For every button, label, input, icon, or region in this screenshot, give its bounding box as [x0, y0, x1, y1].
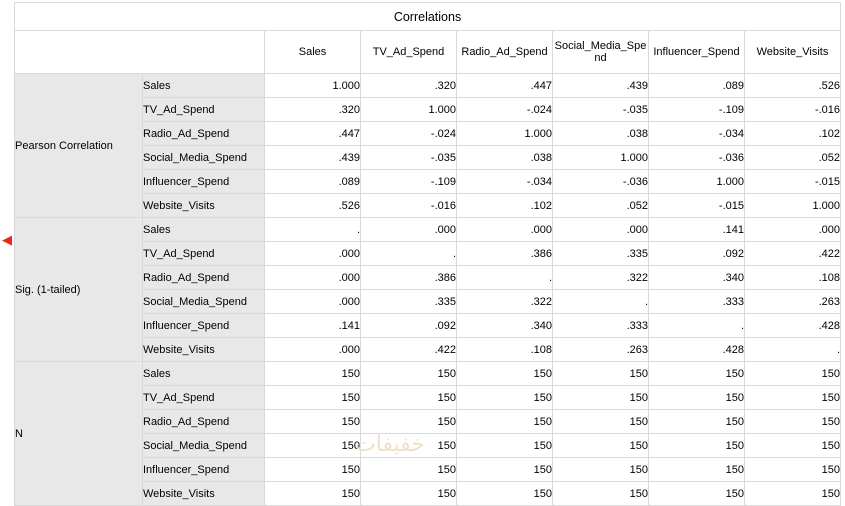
- left-selection-arrow-icon: ◀: [2, 231, 12, 247]
- table-cell-value: -.015: [649, 194, 745, 218]
- table-cell-value: -.109: [361, 170, 457, 194]
- row-variable-label: TV_Ad_Spend: [143, 242, 265, 266]
- table-cell-value: .422: [745, 242, 841, 266]
- table-cell-value: .000: [265, 290, 361, 314]
- table-cell-value: .386: [361, 266, 457, 290]
- row-variable-label: Website_Visits: [143, 338, 265, 362]
- table-cell-value: .335: [553, 242, 649, 266]
- header-corner-blank: [15, 31, 265, 74]
- watermark-text: خفيفات: [355, 432, 425, 457]
- table-cell-value: .000: [265, 242, 361, 266]
- table-cell-value: 150: [457, 458, 553, 482]
- table-cell-value: .428: [745, 314, 841, 338]
- table-cell-value: -.035: [553, 98, 649, 122]
- table-cell-value: .108: [457, 338, 553, 362]
- column-header: Social_Media_Spend: [553, 31, 649, 74]
- table-cell-value: 150: [457, 410, 553, 434]
- table-cell-value: .: [649, 314, 745, 338]
- table-cell-value: 150: [265, 410, 361, 434]
- table-cell-value: 150: [361, 362, 457, 386]
- table-cell-value: .038: [457, 146, 553, 170]
- table-cell-value: .000: [457, 218, 553, 242]
- row-variable-label: Influencer_Spend: [143, 170, 265, 194]
- table-cell-value: .: [457, 266, 553, 290]
- table-cell-value: .320: [265, 98, 361, 122]
- table-cell-value: .038: [553, 122, 649, 146]
- table-row: [15, 218, 841, 242]
- table-title-row: [15, 3, 841, 31]
- row-variable-label: Radio_Ad_Spend: [143, 266, 265, 290]
- table-cell-value: 150: [553, 386, 649, 410]
- table-cell-value: 1.000: [361, 98, 457, 122]
- table-cell-value: 1.000: [553, 146, 649, 170]
- table-cell-value: 150: [649, 362, 745, 386]
- table-title: Correlations: [15, 3, 841, 31]
- row-variable-label: Social_Media_Spend: [143, 434, 265, 458]
- table-cell-value: 150: [649, 482, 745, 506]
- table-cell-value: 150: [361, 482, 457, 506]
- table-cell-value: 150: [265, 434, 361, 458]
- table-cell-value: -.016: [745, 98, 841, 122]
- table-cell-value: 150: [649, 386, 745, 410]
- table-cell-value: .333: [553, 314, 649, 338]
- table-cell-value: 1.000: [457, 122, 553, 146]
- column-header: Sales: [265, 31, 361, 74]
- row-group-label: Sig. (1-tailed): [15, 218, 143, 362]
- table-cell-value: .386: [457, 242, 553, 266]
- table-cell-value: .322: [457, 290, 553, 314]
- table-cell-value: .340: [457, 314, 553, 338]
- table-cell-value: 150: [649, 458, 745, 482]
- table-cell-value: .335: [361, 290, 457, 314]
- table-cell-value: 150: [361, 434, 457, 458]
- table-cell-value: .: [745, 338, 841, 362]
- table-cell-value: 150: [553, 410, 649, 434]
- table-cell-value: .000: [265, 338, 361, 362]
- table-cell-value: 150: [457, 362, 553, 386]
- table-cell-value: 150: [745, 386, 841, 410]
- table-cell-value: 150: [649, 434, 745, 458]
- table-cell-value: .422: [361, 338, 457, 362]
- row-variable-label: Radio_Ad_Spend: [143, 410, 265, 434]
- table-cell-value: 150: [553, 458, 649, 482]
- column-header: Influencer_Spend: [649, 31, 745, 74]
- table-cell-value: .526: [265, 194, 361, 218]
- table-cell-value: .263: [553, 338, 649, 362]
- row-variable-label: Social_Media_Spend: [143, 146, 265, 170]
- table-cell-value: .102: [457, 194, 553, 218]
- table-cell-value: 150: [457, 434, 553, 458]
- table-cell-value: .447: [457, 74, 553, 98]
- table-row: [15, 74, 841, 98]
- row-variable-label: Website_Visits: [143, 482, 265, 506]
- table-cell-value: .000: [745, 218, 841, 242]
- table-cell-value: 150: [361, 458, 457, 482]
- table-cell-value: -.035: [361, 146, 457, 170]
- table-cell-value: .447: [265, 122, 361, 146]
- table-cell-value: 150: [745, 410, 841, 434]
- table-cell-value: 150: [745, 458, 841, 482]
- row-variable-label: Social_Media_Spend: [143, 290, 265, 314]
- table-cell-value: .000: [265, 266, 361, 290]
- table-cell-value: .092: [361, 314, 457, 338]
- table-cell-value: .141: [265, 314, 361, 338]
- row-group-label: Pearson Correlation: [15, 74, 143, 218]
- table-cell-value: -.036: [553, 170, 649, 194]
- table-cell-value: -.034: [649, 122, 745, 146]
- table-cell-value: 150: [649, 410, 745, 434]
- table-cell-value: .141: [649, 218, 745, 242]
- row-variable-label: Sales: [143, 74, 265, 98]
- table-cell-value: .089: [265, 170, 361, 194]
- table-cell-value: 150: [745, 482, 841, 506]
- table-cell-value: .102: [745, 122, 841, 146]
- table-cell-value: .108: [745, 266, 841, 290]
- table-cell-value: 150: [457, 386, 553, 410]
- row-variable-label: Influencer_Spend: [143, 458, 265, 482]
- correlations-table-container: [14, 2, 841, 506]
- table-cell-value: .092: [649, 242, 745, 266]
- column-header: Radio_Ad_Spend: [457, 31, 553, 74]
- table-row: [15, 362, 841, 386]
- table-cell-value: .439: [553, 74, 649, 98]
- correlations-table: [14, 2, 841, 506]
- table-cell-value: 150: [553, 362, 649, 386]
- table-cell-value: .: [361, 242, 457, 266]
- table-cell-value: -.036: [649, 146, 745, 170]
- table-cell-value: 1.000: [265, 74, 361, 98]
- table-cell-value: .340: [649, 266, 745, 290]
- row-variable-label: Radio_Ad_Spend: [143, 122, 265, 146]
- table-cell-value: .052: [553, 194, 649, 218]
- table-cell-value: -.024: [457, 98, 553, 122]
- table-cell-value: 150: [361, 410, 457, 434]
- table-cell-value: 1.000: [745, 194, 841, 218]
- table-cell-value: .: [553, 290, 649, 314]
- row-variable-label: Sales: [143, 218, 265, 242]
- table-cell-value: 150: [361, 386, 457, 410]
- table-cell-value: -.024: [361, 122, 457, 146]
- table-cell-value: .428: [649, 338, 745, 362]
- column-header: TV_Ad_Spend: [361, 31, 457, 74]
- table-cell-value: 150: [265, 362, 361, 386]
- table-cell-value: -.016: [361, 194, 457, 218]
- table-cell-value: .000: [553, 218, 649, 242]
- table-cell-value: 150: [457, 482, 553, 506]
- row-group-label: N: [15, 362, 143, 506]
- table-cell-value: .320: [361, 74, 457, 98]
- table-cell-value: 150: [745, 362, 841, 386]
- table-cell-value: 150: [553, 482, 649, 506]
- row-variable-label: Website_Visits: [143, 194, 265, 218]
- row-variable-label: TV_Ad_Spend: [143, 386, 265, 410]
- table-cell-value: 150: [745, 434, 841, 458]
- column-header: Website_Visits: [745, 31, 841, 74]
- table-cell-value: 150: [265, 482, 361, 506]
- row-variable-label: Influencer_Spend: [143, 314, 265, 338]
- table-cell-value: 1.000: [649, 170, 745, 194]
- column-header-row: [15, 31, 841, 74]
- table-cell-value: 150: [553, 434, 649, 458]
- table-cell-value: .526: [745, 74, 841, 98]
- table-cell-value: -.015: [745, 170, 841, 194]
- table-cell-value: .439: [265, 146, 361, 170]
- row-variable-label: TV_Ad_Spend: [143, 98, 265, 122]
- correlations-table-body: [15, 3, 841, 506]
- table-cell-value: .000: [361, 218, 457, 242]
- table-cell-value: -.034: [457, 170, 553, 194]
- table-cell-value: .333: [649, 290, 745, 314]
- table-cell-value: 150: [265, 458, 361, 482]
- table-cell-value: .322: [553, 266, 649, 290]
- table-cell-value: .089: [649, 74, 745, 98]
- table-cell-value: -.109: [649, 98, 745, 122]
- table-cell-value: 150: [265, 386, 361, 410]
- table-cell-value: .263: [745, 290, 841, 314]
- row-variable-label: Sales: [143, 362, 265, 386]
- table-cell-value: .: [265, 218, 361, 242]
- table-cell-value: .052: [745, 146, 841, 170]
